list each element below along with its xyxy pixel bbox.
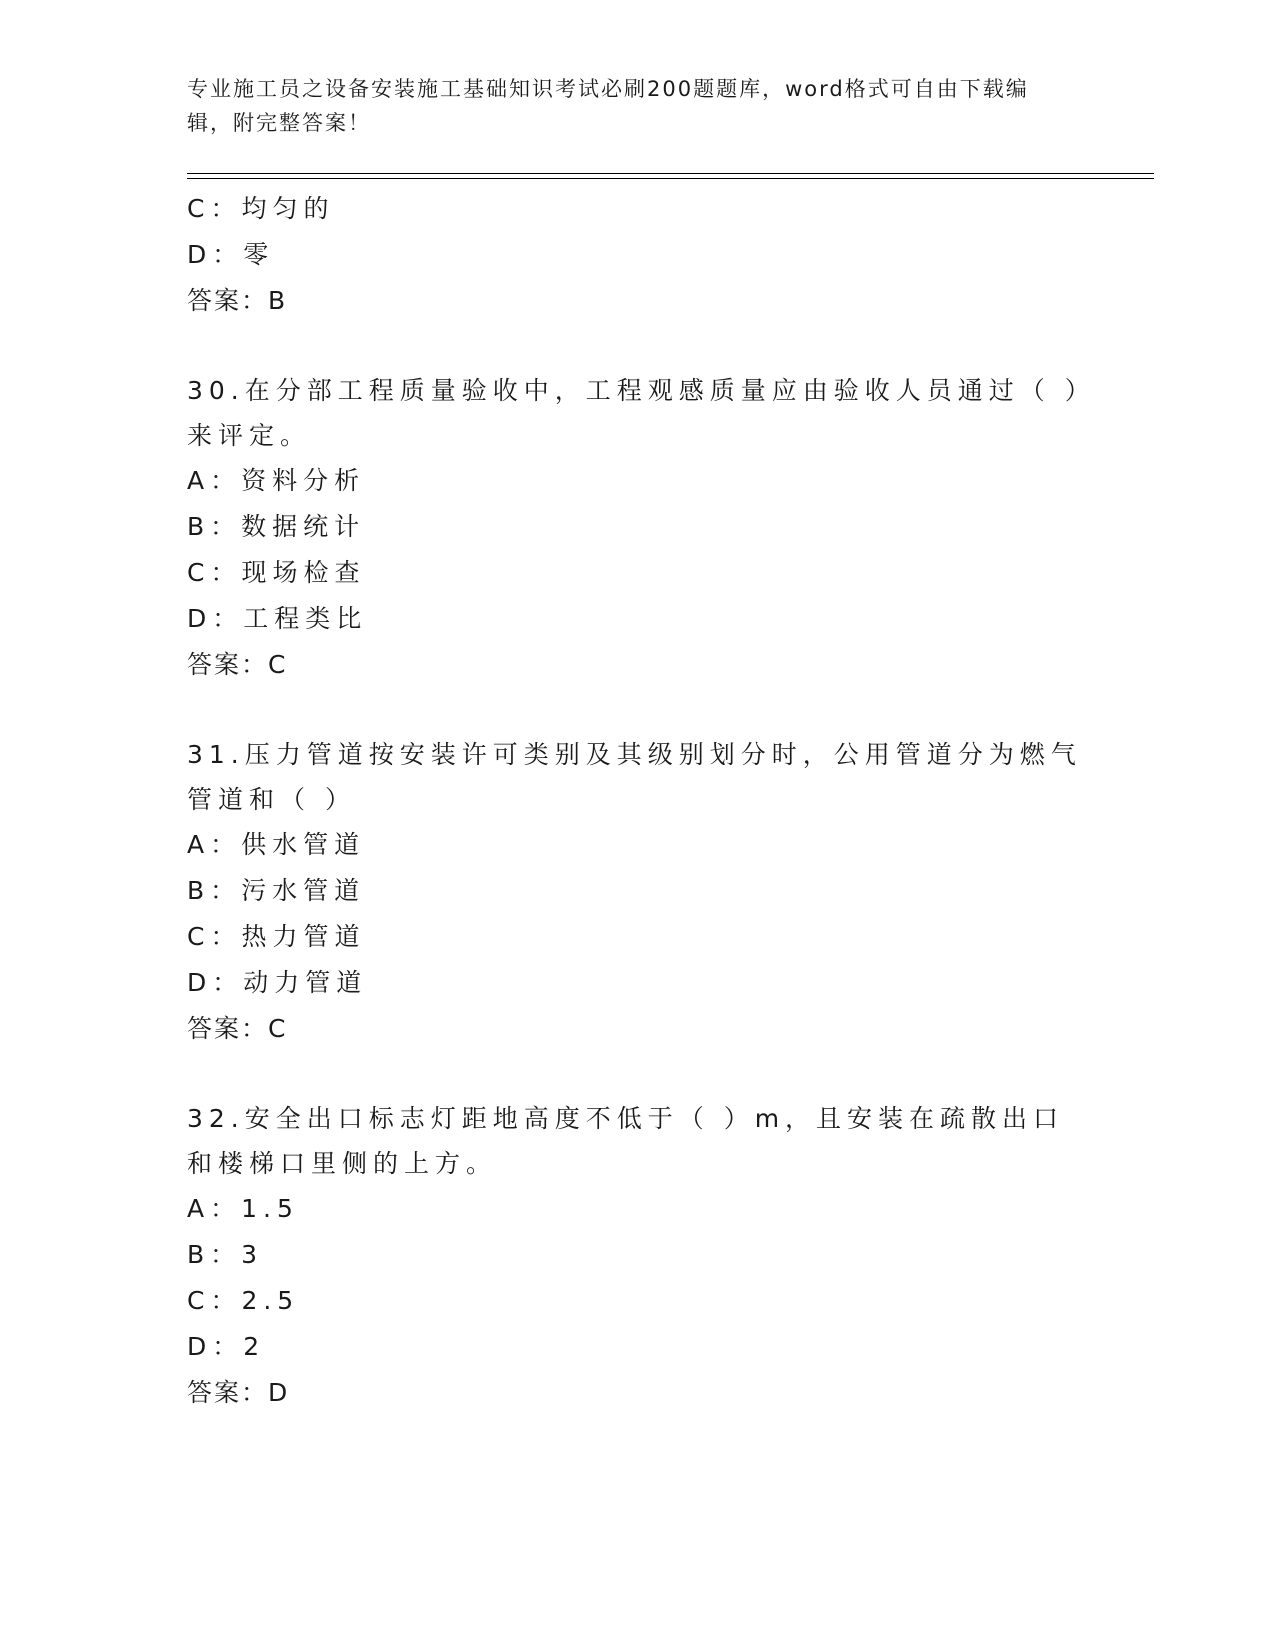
header-divider-top xyxy=(187,173,1154,174)
answer-line: 答案：C xyxy=(187,1014,288,1043)
option-a: A：供水管道 xyxy=(187,830,366,859)
question-31 xyxy=(187,732,1087,1052)
question-text: 32.安全出口标志灯距地高度不低于（ ）m，且安装在疏散出口和楼梯口里侧的上方。 xyxy=(187,1104,1065,1178)
option-d: D：工程类比 xyxy=(187,604,368,633)
header-divider-bottom xyxy=(187,178,1154,179)
option-a: A：资料分析 xyxy=(187,466,366,495)
question-32 xyxy=(187,1096,1087,1416)
option-c: C：均匀的 xyxy=(187,194,335,223)
question-text: 30.在分部工程质量验收中，工程观感质量应由验收人员通过（ ）来评定。 xyxy=(187,376,1084,450)
question-text: 31.压力管道按安装许可类别及其级别划分时，公用管道分为燃气管道和（ ） xyxy=(187,740,1082,814)
option-d: D：零 xyxy=(187,240,275,269)
prev-question-tail xyxy=(187,186,1087,324)
option-d: D：动力管道 xyxy=(187,968,368,997)
option-b: B：污水管道 xyxy=(187,876,366,905)
document-header xyxy=(187,72,1067,140)
question-list xyxy=(187,186,1087,1416)
header-title: 专业施工员之设备安装施工基础知识考试必刷200题题库，word格式可自由下载编辑，附完整答案！ xyxy=(187,77,1029,135)
option-c: C：热力管道 xyxy=(187,922,366,951)
answer-line: 答案：B xyxy=(187,286,288,315)
option-a: A：1.5 xyxy=(187,1194,299,1223)
answer-line: 答案：D xyxy=(187,1378,290,1407)
answer-line: 答案：C xyxy=(187,650,288,679)
option-b: B：数据统计 xyxy=(187,512,366,541)
option-c: C：2.5 xyxy=(187,1286,300,1315)
option-c: C：现场检查 xyxy=(187,558,366,587)
option-b: B：3 xyxy=(187,1240,264,1269)
option-d: D：2 xyxy=(187,1332,266,1361)
question-30 xyxy=(187,368,1087,688)
